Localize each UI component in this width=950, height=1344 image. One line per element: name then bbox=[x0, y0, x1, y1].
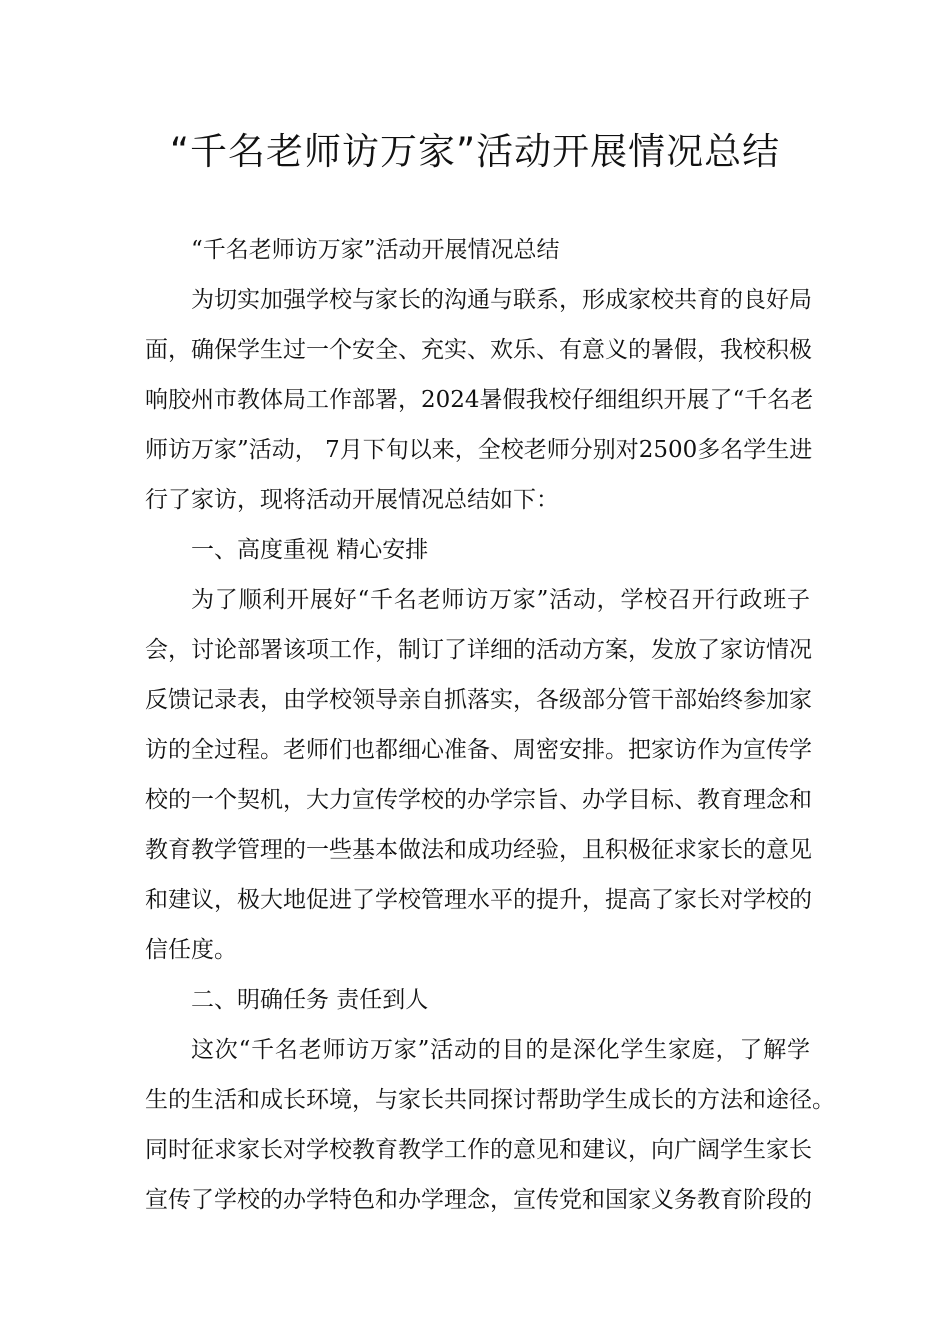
paragraph-line: 师访万家”活动， 7月下旬以来，全校老师分别对2500多名学生进 bbox=[145, 437, 813, 463]
paragraph-line: 为切实加强学校与家长的沟通与联系，形成家校共育的良好局 bbox=[191, 287, 812, 313]
paragraph-line: 这次“千名老师访万家”活动的目的是深化学生家庭，了解学 bbox=[191, 1037, 810, 1063]
paragraph-line: 响胶州市教体局工作部署，2024暑假我校仔细组织开展了“千名老 bbox=[145, 387, 814, 413]
paragraph-line: 同时征求家长对学校教育教学工作的意见和建议，向广阔学生家长 bbox=[145, 1137, 812, 1163]
paragraph-line: 信任度。 bbox=[145, 937, 237, 963]
paragraph-line: 为了顺利开展好“千名老师访万家”活动，学校召开行政班子 bbox=[191, 587, 810, 613]
paragraph-line: 访的全过程。老师们也都细心准备、周密安排。把家访作为宣传学 bbox=[145, 737, 812, 763]
document-title: “千名老师访万家”活动开展情况总结 bbox=[169, 130, 781, 173]
section-heading: 一、高度重视 精心安排 bbox=[191, 537, 429, 563]
paragraph-line: 会，讨论部署该项工作，制订了详细的活动方案，发放了家访情况 bbox=[145, 637, 812, 663]
paragraph-line: 生的生活和成长环境，与家长共同探讨帮助学生成长的方法和途径。 bbox=[145, 1087, 835, 1113]
paragraph-line: 教育教学管理的一些基本做法和成功经验，且积极征求家长的意见 bbox=[145, 837, 812, 863]
section-heading: 二、明确任务 责任到人 bbox=[191, 987, 429, 1013]
body-subtitle-line: “千名老师访万家”活动开展情况总结 bbox=[191, 237, 560, 263]
paragraph-line: 面，确保学生过一个安全、充实、欢乐、有意义的暑假，我校积极 bbox=[145, 337, 812, 363]
paragraph-line: 反馈记录表，由学校领导亲自抓落实，各级部分管干部始终参加家 bbox=[145, 687, 812, 713]
document-body bbox=[145, 225, 835, 1225]
paragraph-line: 宣传了学校的办学特色和办学理念，宣传党和国家义务教育阶段的 bbox=[145, 1187, 812, 1213]
paragraph-line: 校的一个契机，大力宣传学校的办学宗旨、办学目标、教育理念和 bbox=[145, 787, 812, 813]
paragraph-line: 行了家访，现将活动开展情况总结如下： bbox=[145, 487, 559, 513]
paragraph-line: 和建议，极大地促进了学校管理水平的提升，提高了家长对学校的 bbox=[145, 887, 812, 913]
